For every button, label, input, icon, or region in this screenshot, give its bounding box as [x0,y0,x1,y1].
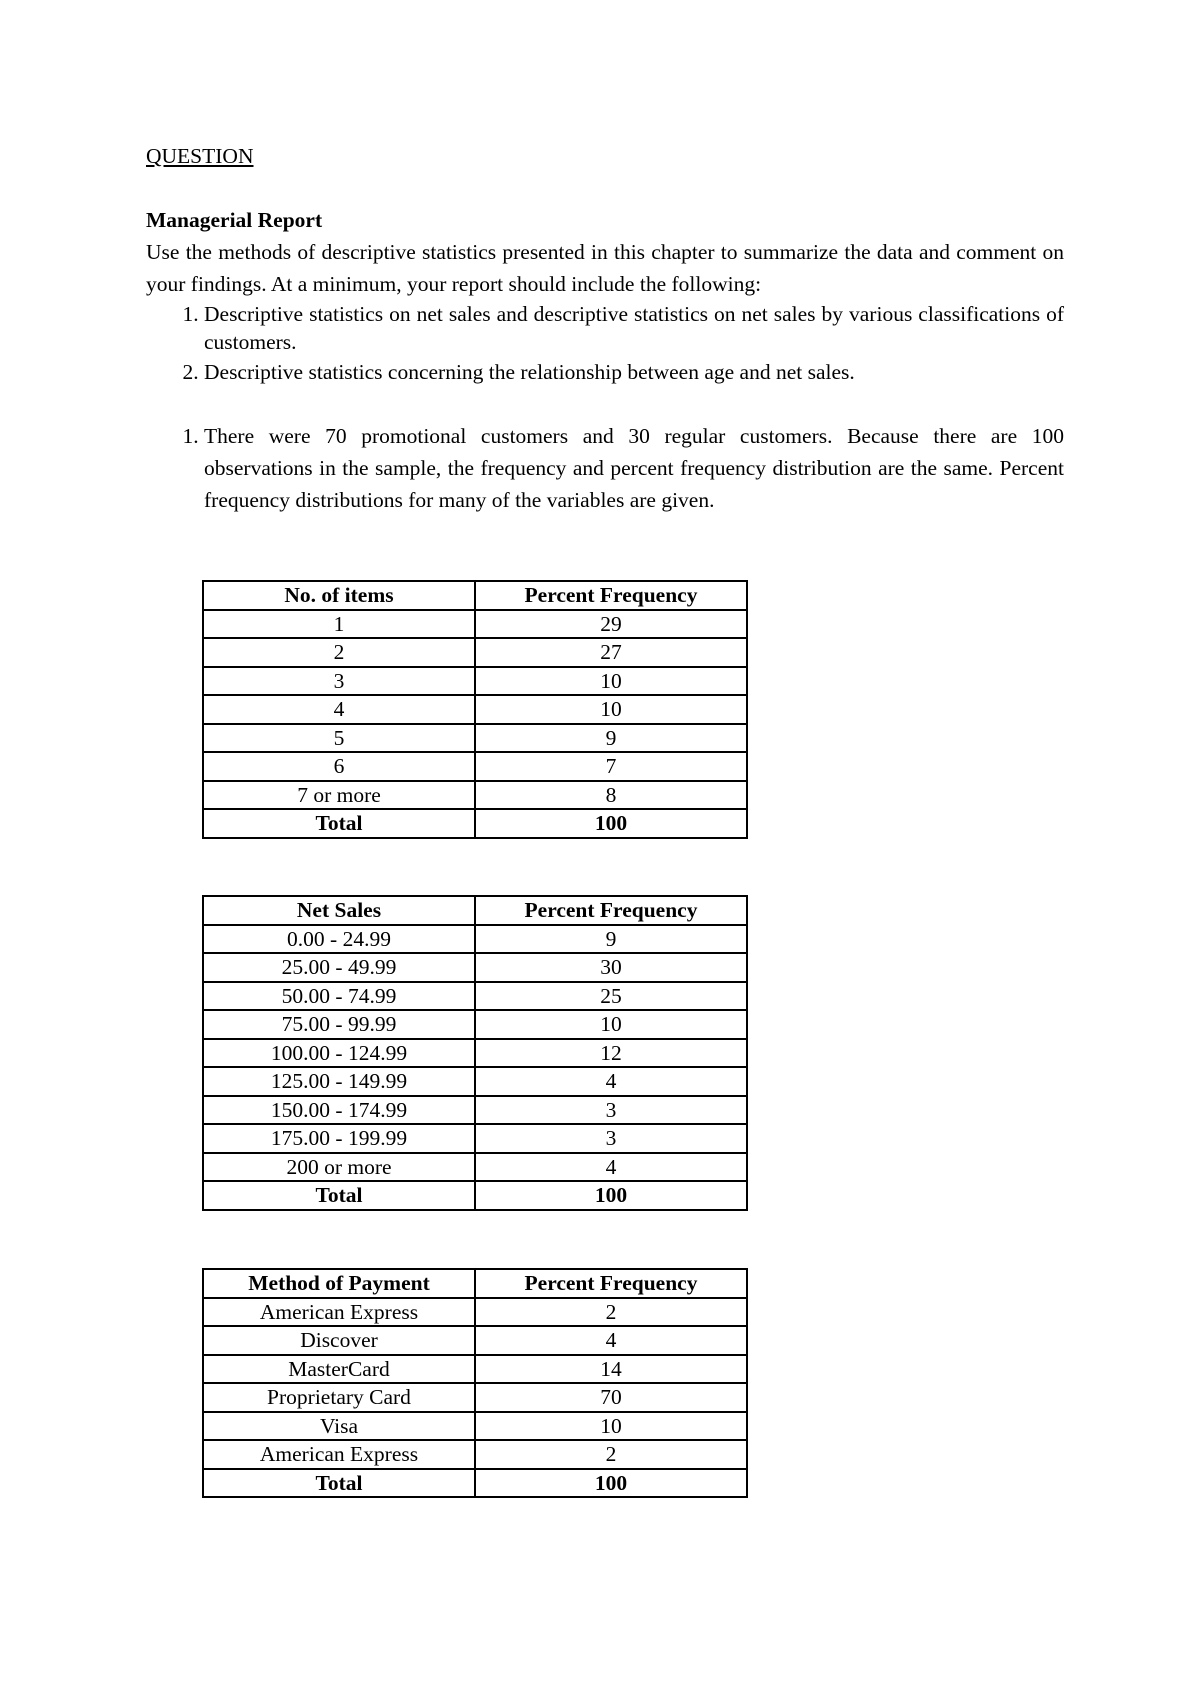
table-cell: 4 [475,1153,747,1182]
table-row [203,695,747,724]
table-cell: 10 [475,695,747,724]
table-row [203,667,747,696]
table-row [203,1153,747,1182]
table-total-row [203,1469,747,1498]
total-value: 100 [475,1469,747,1498]
table-cell: 4 [203,695,475,724]
table-row [203,1010,747,1039]
table-cell: 4 [475,1326,747,1355]
table-row [203,1440,747,1469]
table-cell: 3 [475,1096,747,1125]
table-total-row [203,809,747,838]
requirement-item: 2. Descriptive statistics concerning the relationship between age and net sales. [204,356,1064,388]
requirements-list [146,300,1064,388]
table-row [203,638,747,667]
table-cell: Proprietary Card [203,1383,475,1412]
table-cell: 2 [475,1298,747,1327]
table-row [203,1326,747,1355]
table-cell: 4 [475,1067,747,1096]
table-row [203,1355,747,1384]
table-cell: 27 [475,638,747,667]
total-label: Total [203,1181,475,1210]
payment-method-frequency-table [202,1268,748,1498]
table-row [203,610,747,639]
table-row [203,752,747,781]
table-cell: 50.00 - 74.99 [203,982,475,1011]
table-cell: 8 [475,781,747,810]
table-cell: 6 [203,752,475,781]
table-cell: 10 [475,667,747,696]
table-row [203,1067,747,1096]
table-cell: 5 [203,724,475,753]
table-cell: 3 [203,667,475,696]
table-header-row [203,581,747,610]
total-label: Total [203,1469,475,1498]
table-row [203,781,747,810]
table-cell: 1 [203,610,475,639]
table-row [203,1383,747,1412]
table-cell: Discover [203,1326,475,1355]
table-cell: 3 [475,1124,747,1153]
column-header: No. of items [203,581,475,610]
table-header-row [203,1269,747,1298]
table-row [203,1096,747,1125]
report-title: Managerial Report [146,208,323,232]
table-cell: 10 [475,1412,747,1441]
table-row [203,1124,747,1153]
items-frequency-table [202,580,748,839]
table-cell: 75.00 - 99.99 [203,1010,475,1039]
table-row [203,724,747,753]
table-cell: American Express [203,1298,475,1327]
table-cell: 200 or more [203,1153,475,1182]
table-cell: 9 [475,925,747,954]
total-value: 100 [475,809,747,838]
table-cell: 100.00 - 124.99 [203,1039,475,1068]
table-cell: 25.00 - 49.99 [203,953,475,982]
total-label: Total [203,809,475,838]
report-intro: Use the methods of descriptive statistics presented in this chapter to summarize the data and comment on your findings. At a minimum, your report should include the following: [146,240,1064,296]
net-sales-frequency-table [202,895,748,1211]
table-cell: Visa [203,1412,475,1441]
table-cell: 7 or more [203,781,475,810]
column-header: Percent Frequency [475,1269,747,1298]
table-row [203,1412,747,1441]
table-total-row [203,1181,747,1210]
table-cell: 12 [475,1039,747,1068]
table-cell: 9 [475,724,747,753]
table-cell: 30 [475,953,747,982]
table-row [203,1298,747,1327]
table-cell: 150.00 - 174.99 [203,1096,475,1125]
table-cell: 125.00 - 149.99 [203,1067,475,1096]
findings-list [146,420,1064,516]
question-heading: QUESTION [146,144,254,168]
table-cell: 10 [475,1010,747,1039]
table-cell: 175.00 - 199.99 [203,1124,475,1153]
table-cell: American Express [203,1440,475,1469]
table-row [203,1039,747,1068]
table-cell: 70 [475,1383,747,1412]
table-cell: MasterCard [203,1355,475,1384]
table-cell: 29 [475,610,747,639]
document-page [146,140,1064,516]
table-row [203,953,747,982]
table-cell: 2 [203,638,475,667]
table-cell: 25 [475,982,747,1011]
table-header-row [203,896,747,925]
column-header: Percent Frequency [475,581,747,610]
table-row [203,982,747,1011]
table-cell: 7 [475,752,747,781]
table-cell: 2 [475,1440,747,1469]
finding-item: 1. There were 70 promotional customers and 30 regular customers. Because there are 100 observations in the sample, the frequency and percent frequency distribution are the same. Percent frequency distributions for many of the variables are given. [204,420,1064,516]
total-value: 100 [475,1181,747,1210]
column-header: Method of Payment [203,1269,475,1298]
table-row [203,925,747,954]
column-header: Net Sales [203,896,475,925]
table-cell: 0.00 - 24.99 [203,925,475,954]
table-cell: 14 [475,1355,747,1384]
column-header: Percent Frequency [475,896,747,925]
requirement-item: 1. Descriptive statistics on net sales and descriptive statistics on net sales by various classifications of customers. [204,300,1064,356]
